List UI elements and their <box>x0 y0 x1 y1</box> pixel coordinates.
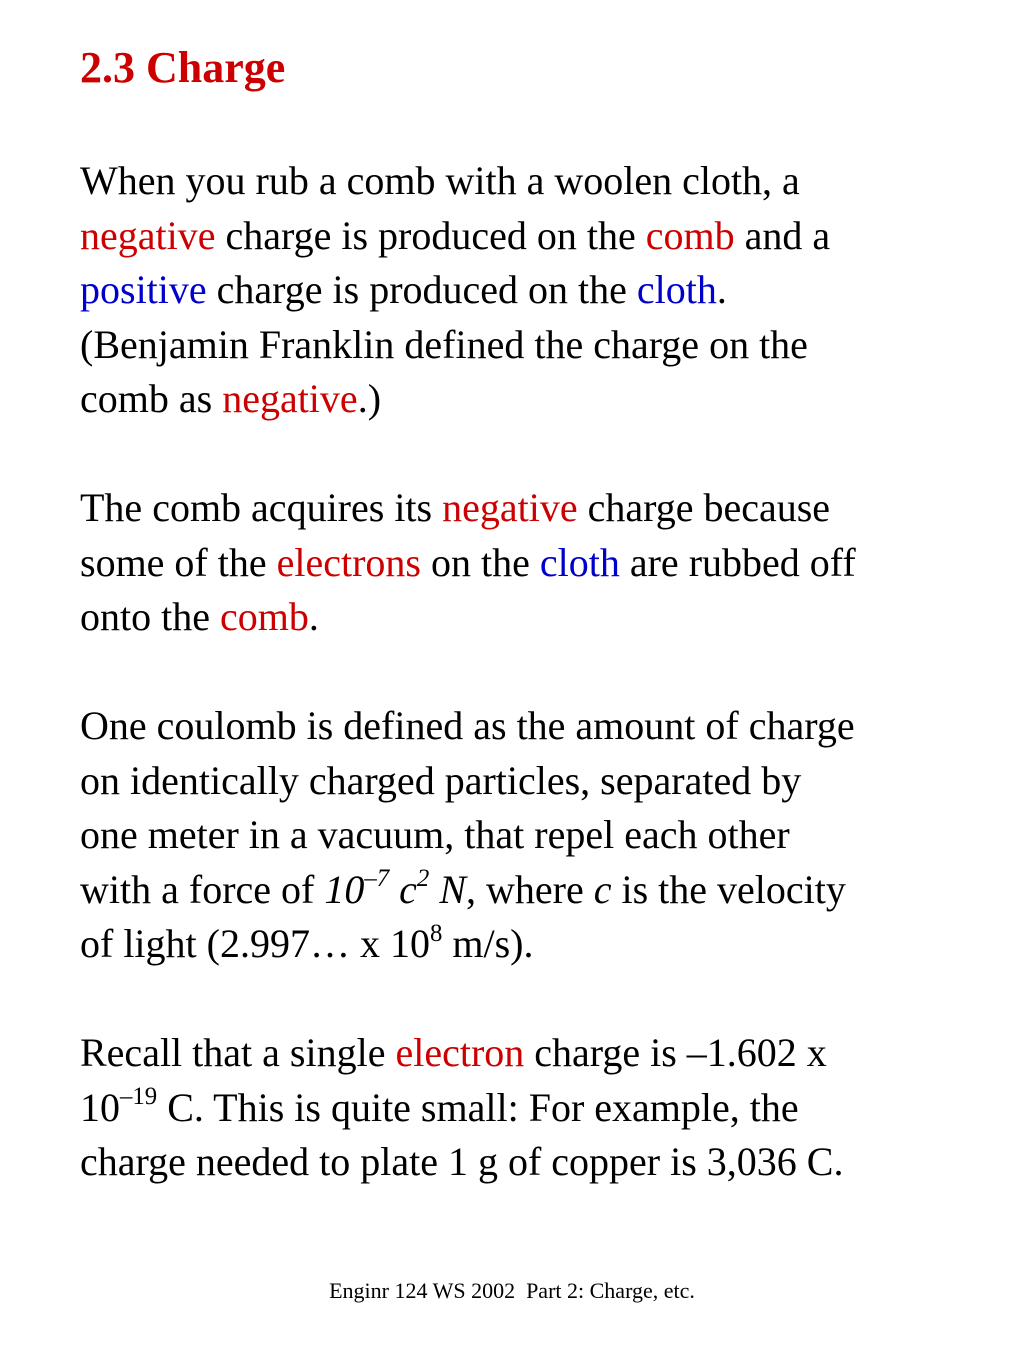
text: charge needed to plate 1 g of copper is 3,036 C. <box>80 1139 844 1184</box>
footer-caption: Enginr 124 WS 2002 Part 2: Charge, etc. <box>329 1278 695 1303</box>
text: When you rub a comb with a woolen cloth, a <box>80 158 800 203</box>
text: on the <box>421 539 540 585</box>
text: charge is –1.602 x <box>524 1030 827 1075</box>
formula-base: 10 <box>324 866 365 912</box>
text: onto the <box>80 594 220 639</box>
text: on identically charged particles, separated by <box>80 757 802 803</box>
variable-c: c <box>593 866 612 912</box>
highlight-electron: electron <box>395 1030 525 1075</box>
text: some of the <box>80 539 277 585</box>
highlight-positive: positive <box>80 267 207 312</box>
highlight-comb: comb <box>219 594 309 639</box>
highlight-electrons: electrons <box>276 539 421 585</box>
text: is the velocity <box>611 866 846 912</box>
highlight-cloth: cloth <box>539 539 620 585</box>
force-formula <box>324 867 466 912</box>
text: Recall that a single <box>80 1030 396 1075</box>
text: , where <box>466 866 594 912</box>
page-title: 2.3 Charge <box>80 43 286 92</box>
text: of light (2.997… x 10 <box>80 921 430 966</box>
highlight-comb: comb <box>645 212 735 258</box>
text: one meter in a vacuum, that repel each other <box>80 812 790 857</box>
text: The comb acquires its <box>80 485 443 530</box>
text: . <box>308 594 319 639</box>
text: and a <box>734 212 831 258</box>
text: (Benjamin Franklin defined the charge on the <box>80 321 808 367</box>
text: are rubbed off <box>619 539 856 585</box>
highlight-cloth: cloth <box>636 267 717 312</box>
text: m/s). <box>442 921 534 966</box>
text: C. This is quite small: For example, the <box>157 1084 799 1130</box>
text: One coulomb is defined as the amount of charge <box>80 703 855 748</box>
text: charge is produced on the <box>206 267 637 312</box>
formula-unit: N <box>439 866 466 912</box>
exponent: –19 <box>120 1083 158 1111</box>
text: comb as <box>80 376 223 421</box>
formula-c: c <box>399 866 417 912</box>
paragraph-coulomb-definition <box>80 699 980 972</box>
text: charge because <box>577 485 831 530</box>
highlight-negative: negative <box>442 485 578 530</box>
paragraph-comb-rubbing <box>80 154 980 427</box>
text: with a force of <box>80 866 325 912</box>
text: .) <box>357 376 382 421</box>
highlight-negative: negative <box>222 376 358 421</box>
text: 10 <box>80 1084 120 1130</box>
exponent: 8 <box>429 919 443 947</box>
paragraph-electron-charge <box>80 1026 980 1190</box>
paragraph-electron-transfer <box>80 481 980 645</box>
text: . <box>716 267 727 312</box>
formula-exponent: –7 <box>364 865 390 893</box>
text: charge is produced on the <box>215 212 646 258</box>
highlight-negative: negative <box>80 212 216 258</box>
formula-c-exponent: 2 <box>416 865 430 893</box>
